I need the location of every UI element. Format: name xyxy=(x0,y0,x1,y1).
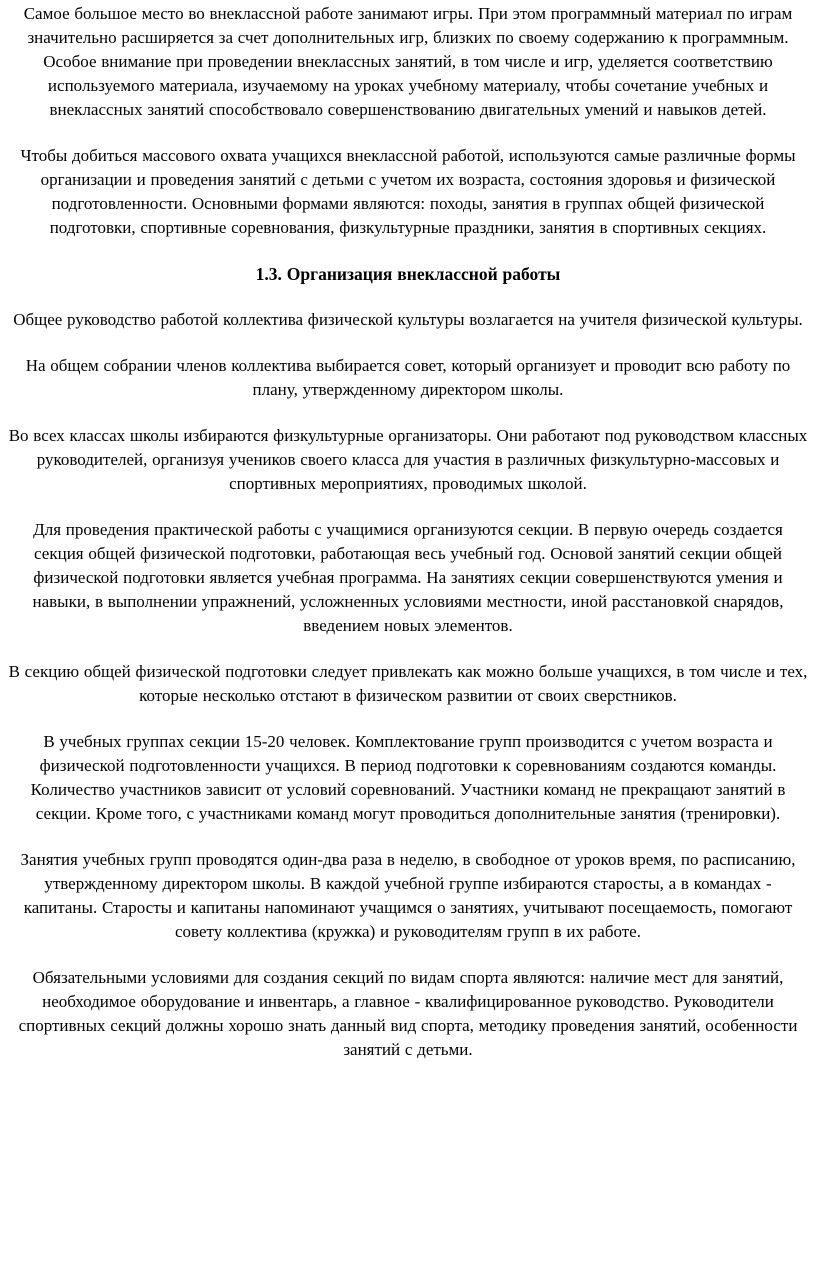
paragraph-mass-coverage-forms: Чтобы добиться массового охвата учащихся внеклассной работой, используются самые различные формы организации и проведения занятий с детьми с учетом их возраста, состояния здоровья и физической подготовленности. Основными формами являются: походы, занятия в группах общей физической подготовки, спортивные соревнования, физкультурные праздники, занятия в спортивных секциях. xyxy=(20,146,796,237)
paragraph-council-election: На общем собрании членов коллектива выбирается совет, который организует и проводит всю работу по плану, утвержденному директором школы. xyxy=(25,356,791,399)
paragraph-class-organizers: Во всех классах школы избираются физкультурные организаторы. Они работают под руководством классных руководителей, организуя учеников своего класса для участия в различных физкультурно-массовых и спортивных мероприятиях, проводимых школой. xyxy=(8,426,808,493)
paragraph-general-leadership: Общее руководство работой коллектива физической культуры возлагается на учителя физической культуры. xyxy=(13,310,803,329)
paragraph-group-size-teams: В учебных группах секции 15-20 человек. Комплектование групп производится с учетом возраста и физической подготовленности учащихся. В период подготовки к соревнованиям создаются команды. Количество участников зависит от условий соревнований. Участники команд не прекращают занятий в секции. Кроме того, с участниками команд могут проводиться дополнительные занятия (тренировки). xyxy=(30,732,786,823)
paragraph-sections-practical-work: Для проведения практической работы с учащимися организуются секции. В первую очередь создается секция общей физической подготовки, работающая весь учебный год. Основой занятий секции общей физической подготовки является учебная программа. На занятиях секции совершенствуются умения и навыки, в выполнении упражнений, усложненных условиями местности, иной расстановкой снарядов, введением новых элементов. xyxy=(32,520,784,635)
section-heading-1-3: 1.3. Организация внеклассной работы xyxy=(255,264,561,284)
paragraph-attract-students: В секцию общей физической подготовки следует привлекать как можно больше учащихся, в том числе и тех, которые несколько отстают в физическом развитии от своих сверстников. xyxy=(8,662,808,705)
paragraph-games-material: Самое большое место во внеклассной работе занимают игры. При этом программный материал по играм значительно расширяется за счет дополнительных игр, близких по своему содержанию к программным. Особое внимание при проведении внеклассных занятий, в том числе и игр, уделяется соответствию используемого материала, изучаемому на уроках учебному материалу, чтобы сочетание учебных и внеклассных занятий способствовало совершенствованию двигательных умений и навыков детей. xyxy=(23,4,793,119)
document-text-block xyxy=(8,2,808,1062)
paragraph-section-requirements: Обязательными условиями для создания секций по видам спорта являются: наличие мест для занятий, необходимое оборудование и инвентарь, а главное - квалифицированное руководство. Руководители спортивных секций должны хорошо знать данный вид спорта, методику проведения занятий, особенности занятий с детьми. xyxy=(18,968,798,1059)
paragraph-schedule-captains: Занятия учебных групп проводятся один-два раза в неделю, в свободное от уроков время, по расписанию, утвержденному директором школы. В каждой учебной группе избираются старосты, а в командах - капитаны. Старосты и капитаны напоминают учащимся о занятиях, учитывают посещаемость, помогают совету коллектива (кружка) и руководителям групп в их работе. xyxy=(20,850,796,941)
